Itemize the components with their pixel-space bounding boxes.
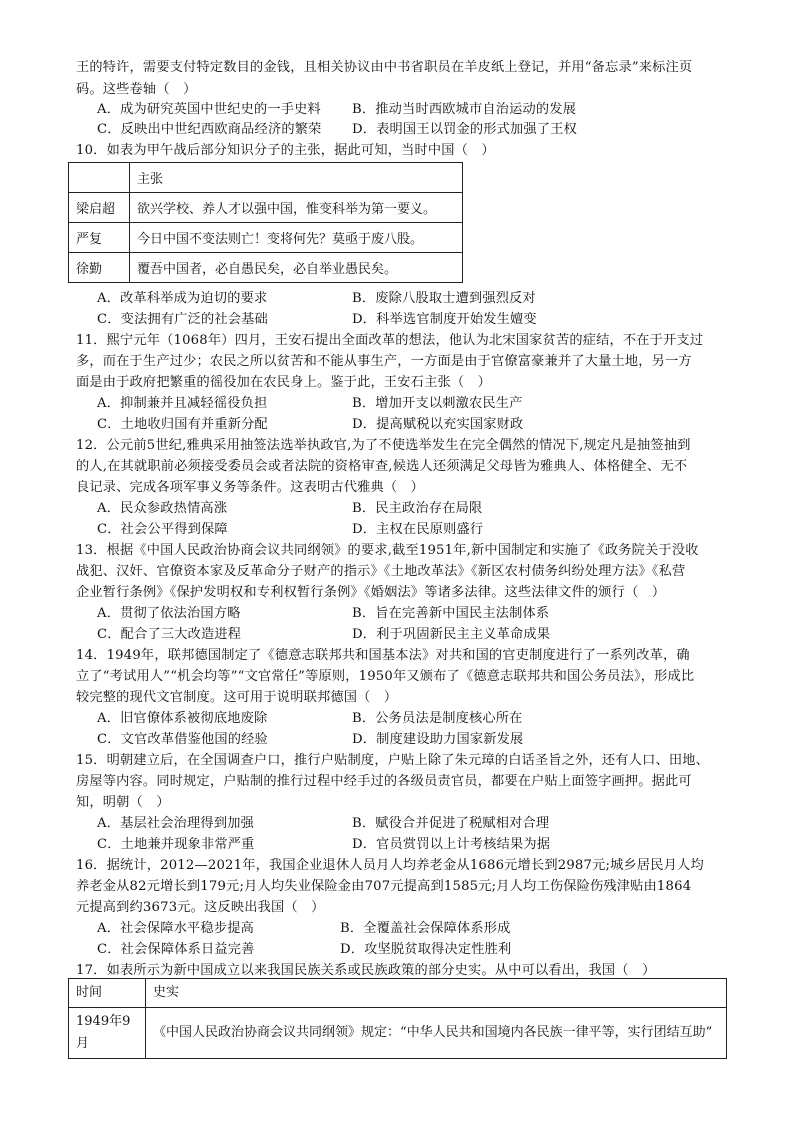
- q15-stem-line-1: 15．明朝建立后，在全国调查户口，推行户贴制度，户贴上除了朱元璋的白话圣旨之外，还有人口、田地、: [76, 753, 710, 768]
- q12-option-a[interactable]: A．民众参政热情高涨: [97, 501, 228, 516]
- q16-option-d[interactable]: D．攻坚脱贫取得决定性胜利: [340, 942, 512, 957]
- q10-option-b[interactable]: B．废除八股取士遭到强烈反对: [352, 291, 536, 306]
- q17-table: [68, 978, 727, 1059]
- table-cell: 严复: [69, 223, 130, 253]
- table-cell: 徐勤: [69, 253, 130, 283]
- q10-stem: 10．如表为甲午战后部分知识分子的主张，据此可知，当时中国（ ）: [76, 143, 495, 158]
- table-row: [69, 163, 463, 193]
- q16-stem-line-1: 16．据统计，2012—2021年，我国企业退休人员月人均养老金从1686元增长到2987元;城乡居民月人均: [76, 858, 704, 873]
- table-row: [69, 1008, 727, 1059]
- table-header-cell: 主张: [130, 163, 463, 193]
- q14-option-b[interactable]: B．公务员法是制度核心所在: [352, 711, 523, 726]
- q11-stem-line-2: 多，而在于生产过少；农民之所以贫苦和不能从事生产，一方面是由于官僚富豪兼并了大量土地，另一方: [76, 354, 692, 369]
- table-cell: 今日中国不变法则亡！变将何先？莫亟于废八股。: [130, 223, 463, 253]
- table-row: [69, 223, 463, 253]
- q15-stem-line-3: 知，明朝（ ）: [76, 795, 170, 810]
- q11-option-c[interactable]: C．土地收归国有并重新分配: [97, 417, 268, 432]
- q16-option-a[interactable]: A．社会保障水平稳步提高: [97, 921, 254, 936]
- q12-stem-line-1: 12．公元前5世纪,雅典采用抽签法选举执政官,为了不使选举发生在完全偶然的情况下,规定凡是抽签抽到: [76, 438, 691, 453]
- table-cell: 欲兴学校、养人才以强中国，惟变科举为第一要义。: [130, 193, 463, 223]
- q13-stem-line-1: 13．根据《中国人民政治协商会议共同纲领》的要求,截至1951年,新中国制定和实施了《政务院关于没收: [76, 543, 699, 558]
- q9-stem-line-1: 王的特许，需要支付特定数目的金钱，且相关协议由中书省职员在羊皮纸上登记，并用“备忘录”来标注页: [76, 60, 693, 75]
- q10-option-d[interactable]: D．科举选官制度开始发生嬗变: [352, 312, 537, 327]
- q11-option-b[interactable]: B．增加开支以刺激农民生产: [352, 396, 523, 411]
- table-cell: 梁启超: [69, 193, 130, 223]
- q16-stem-line-2: 养老金从82元增长到179元;月人均失业保险金由707元提高到1585元;月人均工伤保险伤残津贴由1864: [76, 879, 692, 894]
- table-row: [69, 193, 463, 223]
- table-row: [69, 253, 463, 283]
- table-header-cell: 时间: [69, 979, 146, 1008]
- q13-option-c[interactable]: C．配合了三大改造进程: [97, 627, 242, 642]
- table-cell: 1949年9月: [69, 1008, 146, 1059]
- q9-option-d[interactable]: D．表明国王以罚金的形式加强了王权: [352, 122, 577, 137]
- q15-option-b[interactable]: B．赋役合并促进了税赋相对合理: [352, 816, 550, 831]
- q15-option-a[interactable]: A．基层社会治理得到加强: [97, 816, 254, 831]
- q14-stem-line-3: 较完整的现代文官制度。这可用于说明联邦德国（ ）: [76, 690, 398, 705]
- q12-stem-line-3: 良记录、完成各项军事义务等条件。这表明古代雅典（ ）: [76, 480, 425, 495]
- q12-stem-line-2: 的人,在其就职前必须接受委员会或者法院的资格审查,候选人还须满足父母皆为雅典人、体格健全、无不: [76, 459, 688, 474]
- q9-option-b[interactable]: B．推动当时西欧城市自治运动的发展: [352, 102, 577, 117]
- q12-option-b[interactable]: B．民主政治存在局限: [352, 501, 483, 516]
- q12-option-d[interactable]: D．主权在民原则盛行: [352, 522, 484, 537]
- q15-option-d[interactable]: D．官员赏罚以上计考核结果为据: [352, 837, 551, 852]
- q14-option-a[interactable]: A．旧官僚体系被彻底地废除: [97, 711, 268, 726]
- q11-option-a[interactable]: A．抑制兼并且减轻徭役负担: [97, 396, 268, 411]
- q12-option-c[interactable]: C．社会公平得到保障: [97, 522, 228, 537]
- q11-stem-line-1: 11．熙宁元年（1068年）四月，王安石提出全面改革的想法，他认为北宋国家贫苦的症结，不在于开支过: [76, 333, 704, 348]
- q10-table: [68, 162, 463, 283]
- q14-option-d[interactable]: D．制度建设助力国家新发展: [352, 732, 524, 747]
- q9-option-c[interactable]: C．反映出中世纪西欧商品经济的繁荣: [97, 122, 322, 137]
- table-cell: 覆吾中国者，必自愚民矣，必自举业愚民矣。: [130, 253, 463, 283]
- q11-stem-line-3: 面是由于政府把繁重的徭役加在农民身上。鉴于此，王安石主张（ ）: [76, 375, 492, 390]
- q14-stem-line-1: 14．1949年，联邦德国制定了《德意志联邦共和国基本法》对共和国的官吏制度进行了一系列改革，确: [76, 648, 690, 663]
- table-cell: 《中国人民政治协商会议共同纲领》规定：“中华人民共和国境内各民族一律平等，实行团结互助”: [146, 1008, 727, 1059]
- q13-stem-line-3: 企业暂行条例》《保护发明权和专利权暂行条例》《婚姻法》等诸多法律。这些法律文件的颁行（ ）: [76, 585, 666, 600]
- q10-option-a[interactable]: A．改革科举成为迫切的要求: [97, 291, 268, 306]
- q10-option-c[interactable]: C．变法拥有广泛的社会基础: [97, 312, 268, 327]
- table-cell: [69, 163, 130, 193]
- q17-stem: 17．如表所示为新中国成立以来我国民族关系或民族政策的部分史实。从中可以看出，我国（ ）: [76, 963, 656, 978]
- q13-option-b[interactable]: B．旨在完善新中国民主法制体系: [352, 606, 550, 621]
- q13-option-d[interactable]: D．利于巩固新民主主义革命成果: [352, 627, 551, 642]
- q11-option-d[interactable]: D．提高赋税以充实国家财政: [352, 417, 524, 432]
- q16-stem-line-3: 元提高到约3673元。这反映出我国（ ）: [76, 900, 325, 915]
- q15-stem-line-2: 房屋等内容。同时规定，户贴制的推行过程中经手过的各级员责官员，都要在户贴上面签字画押。据此可: [76, 774, 692, 789]
- q15-option-c[interactable]: C．土地兼并现象非常严重: [97, 837, 255, 852]
- q14-stem-line-2: 立了“考试用人”“机会均等”“文官常任”等原则，1950年又颁布了《德意志联邦共和国公务员法》，形成比: [76, 669, 695, 684]
- q16-option-b[interactable]: B．全覆盖社会保障体系形成: [340, 921, 511, 936]
- q9-option-a[interactable]: A．成为研究英国中世纪史的一手史料: [97, 102, 321, 117]
- table-row: [69, 979, 727, 1008]
- q13-stem-line-2: 战犯、汉奸、官僚资本家及反革命分子财产的指示》《土地改革法》《新区农村债务纠纷处理方法》《私营: [76, 564, 686, 579]
- q16-option-c[interactable]: C．社会保障体系日益完善: [97, 942, 255, 957]
- q13-option-a[interactable]: A．贯彻了依法治国方略: [97, 606, 241, 621]
- q14-option-c[interactable]: C．文官改革借鉴他国的经验: [97, 732, 268, 747]
- table-header-cell: 史实: [146, 979, 727, 1008]
- q9-stem-line-2: 码。这些卷轴（ ）: [76, 82, 197, 97]
